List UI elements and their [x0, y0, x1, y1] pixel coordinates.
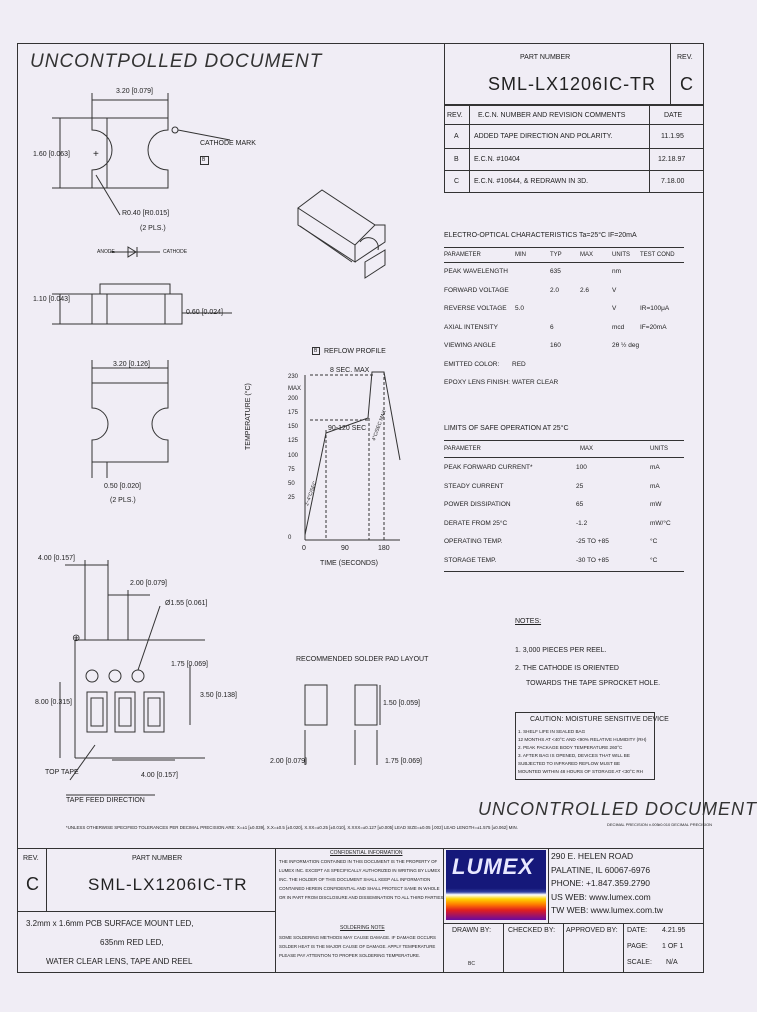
- tape-hole: Ø1.55 [0.061]: [165, 600, 208, 607]
- eo-cell: EPOXY LENS FINISH:: [444, 379, 510, 386]
- eo-cell: 160: [550, 342, 561, 349]
- revision-row-comment: E.C.N. #10644, & REDRAWN IN 3D.: [474, 178, 589, 185]
- confidential-title: CONFIDENTIAL INFORMATION: [330, 850, 403, 856]
- limits-cell: -30 TO +85: [576, 556, 609, 564]
- eo-cell: IF=20mA: [640, 323, 667, 331]
- bottom-dim: 0.50 [0.020]: [104, 483, 141, 490]
- caution-item: SUBJECTED TO INFRARED REFLOW MUST BE: [518, 761, 621, 766]
- soldering-title: SOLDERING NOTE: [340, 925, 385, 931]
- checked-by-label: CHECKED BY:: [508, 927, 556, 934]
- scale-value: N/A: [666, 959, 678, 966]
- eo-cell: 5.0: [515, 305, 525, 312]
- radius-plcs: (2 PLS.): [140, 225, 166, 232]
- cathode-label: CATHODE: [163, 249, 188, 255]
- top-tape-label: TOP TAPE: [45, 769, 79, 776]
- reflow-ytick: 175: [288, 410, 299, 416]
- limits-title: LIMITS OF SAFE OPERATION AT 25°C: [444, 425, 569, 432]
- reflow-xtick: 180: [378, 545, 390, 552]
- limits-cell: mA: [650, 464, 660, 471]
- date-label: DATE:: [627, 927, 648, 934]
- tolerance-note-c: ±0.010 DECIMAL PRECISION: [658, 822, 713, 827]
- limits-cell: mW/°C: [650, 519, 671, 527]
- reflow-ref: B: [314, 348, 318, 354]
- eo-cell: AXIAL INTENSITY: [444, 323, 498, 331]
- limits-cell: OPERATING TEMP.: [444, 538, 503, 545]
- tape-feed-label: TAPE FEED DIRECTION: [66, 797, 145, 804]
- reflow-ramp-down: 4°C/SEC MAX: [371, 409, 388, 442]
- confidential-line: CONTAINED HEREIN CONFIDENTIAL AND SHALL PROTECT SAME IN WHOLE: [279, 886, 440, 891]
- limits-cell: °C: [650, 538, 658, 545]
- eo-cell: 2.6: [580, 286, 590, 294]
- eo-cell: mcd: [612, 323, 625, 331]
- eo-cell: RED: [512, 360, 526, 368]
- limits-cell: POWER DISSIPATION: [444, 501, 511, 508]
- eo-cell: 2.0: [550, 286, 560, 294]
- dim-height: 1.60 [0.063]: [33, 151, 70, 158]
- eo-cell: FORWARD VOLTAGE: [444, 286, 509, 294]
- address-line: 290 E. HELEN ROAD: [551, 851, 634, 861]
- limits-cell: °C: [650, 556, 658, 564]
- limits-cell: 65: [576, 501, 584, 508]
- dim-top-width: 3.20 [0.079]: [116, 88, 153, 95]
- anode-label: ANODE: [97, 249, 115, 255]
- watermark-top: UNCONTPOLLED DOCUMENT: [30, 51, 323, 72]
- reflow-ramp-up: 2~4°C/SEC: [304, 480, 319, 507]
- rev-value: C: [680, 74, 693, 94]
- limits-header-cell: PARAMETER: [444, 446, 481, 452]
- solder-pad-gap: 2.00 [0.079]: [270, 758, 307, 765]
- caution-item: 12 MONTHS AT <40°C AND <90% RELATIVE HUMIDITY (RH): [518, 737, 647, 742]
- caution-title: CAUTION: MOISTURE SENSITIVE DEVICE: [530, 716, 669, 723]
- limits-cell: 100: [576, 464, 587, 471]
- eo-title: ELECTRO-OPTICAL CHARACTERISTICS Ta=25°C IF=20mA: [444, 232, 637, 239]
- revision-row-date: 11.1.95: [661, 133, 684, 140]
- revision-row-date: 12.18.97: [658, 156, 686, 163]
- eo-header-cell: TEST COND: [640, 252, 675, 258]
- tb-part-label: PART NUMBER: [132, 855, 183, 862]
- notes-title: NOTES:: [515, 618, 542, 625]
- limits-cell: STORAGE TEMP.: [444, 556, 497, 564]
- note-item: TOWARDS THE TAPE SPROCKET HOLE.: [526, 680, 661, 687]
- confidential-line: OR IN PART FROM DISCLOSURE AND DISSEMINATION TO ALL THIRD PARTIES.: [279, 895, 445, 900]
- note-item: 2. THE CATHODE IS ORIENTED: [515, 665, 619, 672]
- address-line: US WEB: www.lumex.com: [551, 891, 651, 902]
- revision-row-date: 7.18.00: [661, 178, 685, 185]
- bottom-width-dim: 3.20 [0.126]: [113, 361, 150, 368]
- tb-desc-line: 3.2mm x 1.6mm PCB SURFACE MOUNT LED,: [26, 919, 194, 928]
- eo-header-cell: UNITS: [612, 252, 630, 258]
- eo-header-cell: MIN: [515, 252, 526, 258]
- cathode-mark-ref-text: B: [202, 157, 206, 163]
- tape-pitch-half: 2.00 [0.079]: [130, 580, 167, 587]
- eo-cell: VIEWING ANGLE: [444, 342, 496, 349]
- eo-cell: 2θ ½ deg: [612, 342, 640, 349]
- reflow-ytick: MAX: [288, 386, 302, 392]
- plus-polarity: +: [93, 149, 99, 160]
- eo-cell: V: [612, 286, 617, 294]
- eo-cell: nm: [612, 268, 622, 275]
- tolerance-note: *UNLESS OTHERWISE SPECIFIED TOLERANCES PER DECIMAL PRECISION ARE: X=±1 [±0.039], X.X=±0.5 [±0.020], X.XX=±0.25 [±0.010], X.XXX=±0.127 [±0.005] LEAD SIZE=±0.05 [.002] LEAD LENGTH=±1.575 [±0.062] MIN.: [66, 825, 518, 830]
- solder-pad-height: 1.50 [0.059]: [383, 700, 420, 707]
- confidential-line: INC. THE HOLDER OF THIS DOCUMENT SHALL KEEP ALL INFORMATION: [279, 877, 431, 882]
- bottom-plcs: (2 PLS.): [110, 497, 136, 504]
- limits-cell: mW: [650, 501, 662, 508]
- reflow-ytick: 0: [288, 535, 292, 541]
- side-height-dim: 1.10 [0.043]: [33, 296, 70, 303]
- eo-cell: WATER CLEAR: [512, 379, 559, 386]
- eo-cell: PEAK WAVELENGTH: [444, 268, 508, 275]
- confidential-line: LUMEX INC. EXCEPT AS SPECIFICALLY AUTHORIZED IN WRITING BY LUMEX: [279, 868, 441, 873]
- reflow-xlabel: TIME (SECONDS): [320, 560, 378, 567]
- eo-header-cell: TYP: [550, 252, 562, 258]
- solder-pad-pad: 1.75 [0.069]: [385, 758, 422, 765]
- cathode-mark-label: CATHODE MARK: [200, 140, 256, 147]
- drawn-by: BC: [468, 961, 475, 967]
- reflow-xtick: 90: [341, 545, 349, 552]
- reflow-ylabel: TEMPERATURE (°C): [245, 383, 252, 450]
- revision-row-comment: E.C.N. #10404: [474, 156, 520, 163]
- reflow-soak-label: 90-120 SEC: [328, 425, 367, 432]
- eo-cell: V: [612, 305, 617, 312]
- revision-row-comment: ADDED TAPE DIRECTION AND POLARITY.: [474, 133, 613, 140]
- reflow-ytick: 25: [288, 495, 295, 501]
- rev-label: REV.: [677, 54, 693, 61]
- rev-col-header: REV.: [447, 112, 463, 119]
- date-col-header: DATE: [664, 112, 683, 119]
- reflow-ytick: 50: [288, 481, 295, 487]
- eo-cell: REVERSE VOLTAGE: [444, 305, 507, 312]
- part-number-value: SML-LX1206IC-TR: [488, 74, 657, 94]
- reflow-ytick: 125: [288, 438, 299, 444]
- eo-header-cell: MAX: [580, 252, 594, 258]
- address-line: TW WEB: www.lumex.com.tw: [551, 905, 663, 915]
- lumex-logo-text: LUMEX: [452, 854, 534, 879]
- caution-item: 2. PEAK PACKAGE BODY TEMPERATURE 260°C: [518, 745, 623, 750]
- tb-rev-label: REV.: [23, 855, 39, 862]
- date-value: 4.21.95: [662, 927, 686, 934]
- tb-part-number: SML-LX1206IC-TR: [88, 875, 248, 894]
- caution-item: 3. AFTER BAG IS OPENED, DEVICES THAT WILL BE: [518, 753, 630, 758]
- eo-cell: 6: [550, 323, 554, 331]
- tape-inner: 3.50 [0.138]: [200, 692, 237, 699]
- limits-cell: 25: [576, 482, 584, 490]
- comment-col-header: E.C.N. NUMBER AND REVISION COMMENTS: [478, 112, 626, 119]
- limits-cell: PEAK FORWARD CURRENT*: [444, 464, 533, 471]
- soldering-line: SOLDER HEAT IS THE MAJOR CAUSE OF DAMAGE. APPLY TEMPERATURE: [279, 944, 436, 949]
- drawn-by-label: DRAWN BY:: [452, 927, 492, 934]
- tape-edge: 1.75 [0.069]: [171, 661, 208, 668]
- reflow-title: REFLOW PROFILE: [324, 348, 386, 355]
- reflow-max-label: 8 SEC. MAX: [330, 367, 370, 374]
- eo-cell: 635: [550, 268, 561, 275]
- limits-cell: STEADY CURRENT: [444, 482, 504, 490]
- radius-dim: R0.40 [R0.015]: [122, 210, 170, 217]
- side-right-dim: 0.60 [0.024]: [186, 309, 223, 316]
- confidential-line: THE INFORMATION CONTAINED IN THIS DOCUMENT IS THE PROPERTY OF: [279, 859, 438, 864]
- lumex-logo: [446, 850, 546, 920]
- revision-row: A: [454, 133, 459, 140]
- reflow-ytick: 75: [288, 467, 295, 473]
- approved-by-label: APPROVED BY:: [566, 927, 618, 934]
- page-value: 1 OF 1: [662, 943, 684, 950]
- reflow-ytick: 230: [288, 374, 299, 380]
- eo-cell: EMITTED COLOR:: [444, 360, 500, 368]
- eo-cell: IR=100μA: [640, 305, 670, 312]
- reflow-xtick: 0: [302, 545, 306, 552]
- tape-pocket-pitch: 4.00 [0.157]: [141, 772, 178, 779]
- soldering-line: PLEASE PAY ATTENTION TO PROPER SOLDERING TEMPERATURE.: [279, 953, 421, 958]
- watermark-bottom: UNCONTROLLED DOCUMENT: [478, 799, 757, 819]
- limits-cell: -1.2: [576, 519, 588, 527]
- reflow-ytick: 150: [288, 424, 299, 430]
- tb-desc-line: 635nm RED LED,: [100, 938, 164, 947]
- address-line: PHONE: +1.847.359.2790: [551, 878, 650, 888]
- revision-row: B: [454, 156, 459, 163]
- page-label: PAGE:: [627, 943, 648, 950]
- address-line: PALATINE, IL 60067-6976: [551, 864, 651, 875]
- soldering-line: SOME SOLDERING METHODS MAY CAUSE DAMAGE. IF DAMAGE OCCURS: [279, 935, 436, 940]
- limits-cell: -25 TO +85: [576, 538, 609, 545]
- part-number-label: PART NUMBER: [520, 54, 571, 61]
- limits-cell: DERATE FROM 25°C: [444, 519, 508, 527]
- solder-pad-title: RECOMMENDED SOLDER PAD LAYOUT: [296, 656, 429, 663]
- note-item: 1. 3,000 PIECES PER REEL.: [515, 647, 607, 654]
- tolerance-note-b: DECIMAL PRECISION ±.005: [607, 822, 659, 827]
- scale-label: SCALE:: [627, 959, 652, 966]
- limits-cell: mA: [650, 482, 660, 490]
- tb-rev-value: C: [26, 874, 39, 894]
- reflow-ytick: 100: [288, 453, 299, 459]
- limits-header-cell: UNITS: [650, 446, 668, 452]
- eo-header-cell: PARAMETER: [444, 252, 481, 258]
- caution-item: MOUNTED WITHIN 48 HOURS OF STORAGE AT <30°C RH: [518, 769, 643, 774]
- tape-width: 8.00 [0.315]: [35, 699, 72, 706]
- revision-row: C: [454, 178, 460, 185]
- caution-item: 1. SHELF LIFE IN SEALED BAG: [518, 729, 586, 734]
- tb-desc-line: WATER CLEAR LENS, TAPE AND REEL: [46, 957, 193, 966]
- tape-pitch-total: 4.00 [0.157]: [38, 555, 75, 562]
- reflow-ytick: 200: [288, 396, 299, 402]
- limits-header-cell: MAX: [580, 446, 594, 452]
- tape-pocket-marker: ⊕: [72, 633, 81, 644]
